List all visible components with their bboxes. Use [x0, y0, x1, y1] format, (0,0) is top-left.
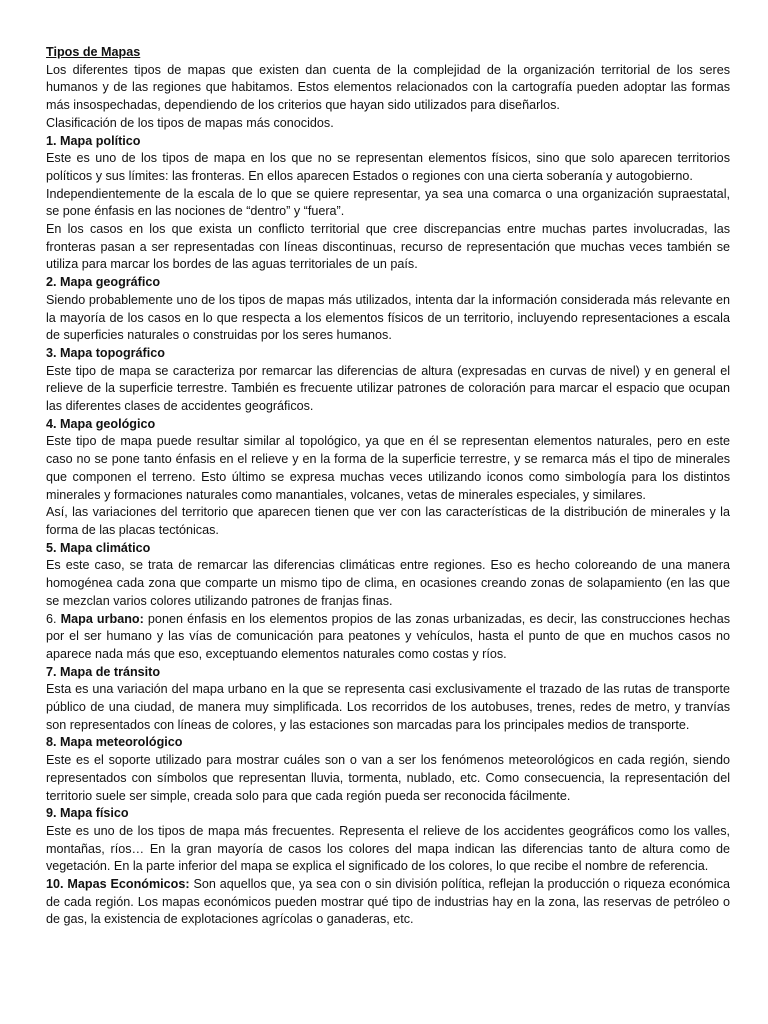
paragraph: Este tipo de mapa puede resultar similar al topológico, ya que en él se representan elementos naturales, pero en este caso no se pone tanto énfasis en el relieve y en la forma de la superficie terrestre, y se remarca más el tipo de minerales que componen el terreno. Esto último se expresa muchas veces utilizando iconos como simbología para los distintos minerales y formaciones naturales como manantiales, volcanes, vetas de minerales especiales, y similares. — [46, 434, 730, 502]
paragraph: Este tipo de mapa se caracteriza por remarcar las diferencias de altura (expresadas en curvas de nivel) y en general el relieve de la superficie terrestre. También es frecuente utilizar patrones de coloración para marcar el espacio que ocupan las diferentes clases de accidentes geográficos. — [46, 363, 730, 414]
paragraph-text: ponen énfasis en los elementos propios de las zonas urbanizadas, es decir, las construcciones hechas por el ser humano y las vías de comunicación para peatones y vehículos, hasta el punto de que en muchos casos no aparece nada más que eso, exceptuando elementos naturales como costas y ríos. — [46, 611, 730, 661]
document-title: Tipos de Mapas — [46, 45, 141, 59]
paragraph: Esta es una variación del mapa urbano en la que se representa casi exclusivamente el trazado de las rutas de transporte público de una ciudad, de manera muy simplificada. Los recorridos de los autobuses, trenes, redes de metro, y tranvías son representados con líneas de colores, y las estaciones son marcadas para los principales medios de transporte. — [46, 682, 730, 732]
section-heading-mapa-urbano: Mapa urbano: — [60, 611, 144, 626]
paragraph: Así, las variaciones del territorio que aparecen tienen que ver con las características de la distribución de minerales y la forma de las placas tectónicas. — [46, 505, 730, 537]
section-heading-mapa-meteorologico: 8. Mapa meteorológico — [46, 735, 183, 750]
paragraph: Es este caso, se trata de remarcar las diferencias climáticas entre regiones. Eso es hecho coloreando de una manera homogénea cada zona que comparte un mismo tipo de clima, en ocasiones creando zonas de solapamiento (en las que se mezclan varios colores utilizando patrones de franjas finas. — [46, 558, 730, 608]
paragraph: Independientemente de la escala de lo que se quiere representar, ya sea una comarca o una organización supraestatal, se pone énfasis en las nociones de “dentro” y “fuera”. — [46, 186, 730, 219]
section-heading-mapa-politico: 1. Mapa político — [46, 133, 141, 148]
document-page — [46, 44, 730, 929]
paragraph-mapa-urbano — [46, 611, 730, 664]
paragraph: Este es el soporte utilizado para mostrar cuáles son o van a ser los fenómenos meteorológicos en cada región, siendo representados con símbolos que representan lluvia, tormenta, nublado, etc. Como consecuencia, la representación del territorio suele ser simple, creada solo para que cada región pueda ser reconocida fácilmente. — [46, 753, 730, 803]
intro-paragraph: Los diferentes tipos de mapas que existen dan cuenta de la complejidad de la organización territorial de los seres humanos y de las regiones que habitamos. Estos elementos relacionados con la cartografía pueden adoptar las formas más insospechadas, dependiendo de los criterios que hayan sido utilizados para diseñarlos. — [46, 62, 730, 113]
section-heading-mapa-geografico: 2. Mapa geográfico — [46, 275, 161, 290]
section-heading-mapas-economicos: 10. Mapas Económicos: — [46, 877, 190, 892]
intro-classification: Clasificación de los tipos de mapas más conocidos. — [46, 115, 334, 130]
paragraph: Este es uno de los tipos de mapa en los que no se representan elementos físicos, sino que solo aparecen territorios políticos y sus límites: las fronteras. En ellos aparecen Estados o regiones con una cierta soberanía y autogobierno. — [46, 151, 730, 183]
section-heading-mapa-climatico: 5. Mapa climático — [46, 540, 151, 555]
section-heading-mapa-geologico: 4. Mapa geológico — [46, 416, 156, 431]
paragraph: Siendo probablemente uno de los tipos de mapas más utilizados, intenta dar la información considerada más relevante en la mayoría de los casos en lo que respecta a los elementos físicos de un territorio, incluyendo representaciones a escala de superficies naturales o construidas por los seres humanos. — [46, 292, 730, 343]
section-number: 6. — [46, 611, 61, 626]
section-heading-mapa-topografico: 3. Mapa topográfico — [46, 345, 165, 360]
section-heading-mapa-fisico: 9. Mapa físico — [46, 806, 129, 821]
paragraph-text: Son aquellos que, ya sea con o sin división política, reflejan la producción o riqueza económica de cada región. Los mapas económicos pueden mostrar qué tipo de industrias hay en la zona, las reservas de petróleo o de gas, la existencia de explotaciones agrícolas o ganaderas, etc. — [46, 877, 730, 927]
paragraph: En los casos en los que exista un conflicto territorial que cree discrepancias entre muchas partes involucradas, las fronteras pasan a ser representadas con líneas discontinuas, recurso de representación que muchas veces también se utiliza para marcar los bordes de las aguas territoriales de un país. — [46, 222, 730, 272]
paragraph-mapas-economicos — [46, 876, 730, 929]
section-heading-mapa-transito: 7. Mapa de tránsito — [46, 664, 161, 679]
paragraph: Este es uno de los tipos de mapa más frecuentes. Representa el relieve de los accidentes geográficos como los valles, montañas, ríos… En la gran mayoría de casos los colores del mapa indican las diferencias tanto de altura como de vegetación. En la parte inferior del mapa se explica el significado de los colores, lo que recibe el nombre de referencia. — [46, 823, 730, 874]
